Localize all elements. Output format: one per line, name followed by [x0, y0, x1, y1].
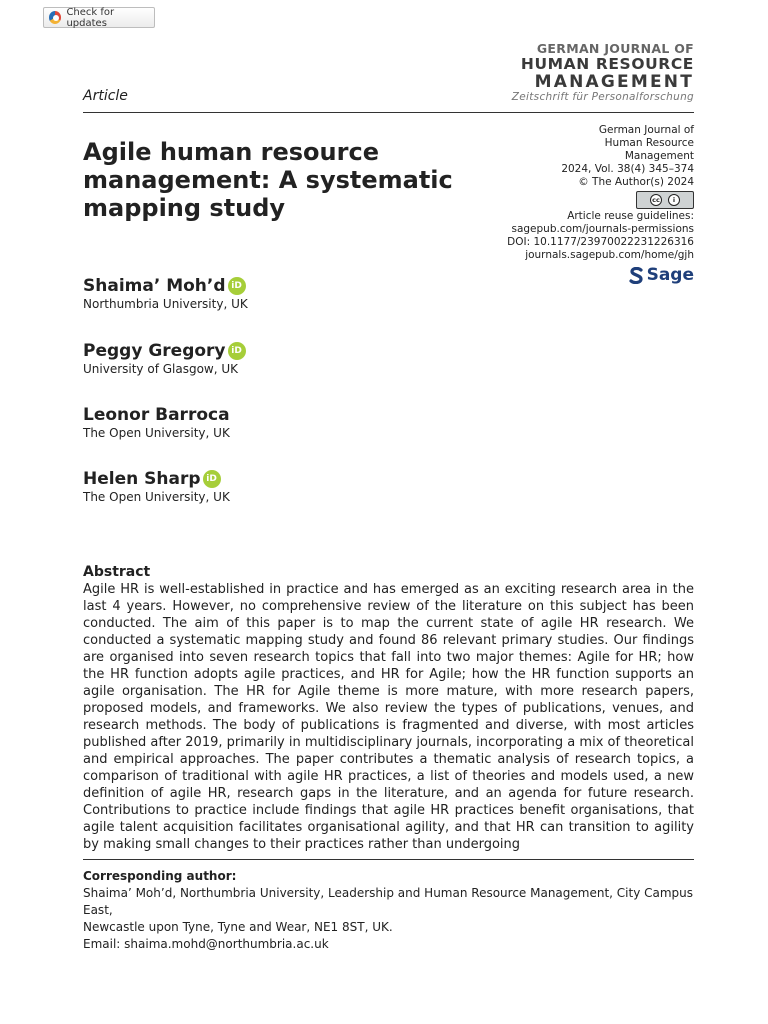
author-affiliation: University of Glasgow, UK	[83, 362, 239, 376]
meta-journal: German Journal of Human Resource Management	[598, 124, 694, 162]
journal-logo-line4: Zeitschrift für Personalforschung	[511, 91, 694, 103]
corresponding-author	[83, 868, 694, 953]
orcid-icon[interactable]: iD	[228, 342, 246, 360]
author-affiliation: The Open University, UK	[83, 426, 230, 440]
check-for-updates-label: Check for updates	[66, 6, 115, 29]
paper-title: Agile human resource management: A systematic mapping study	[83, 138, 453, 222]
sage-logo	[629, 267, 694, 284]
meta-reuse: Article reuse guidelines:	[567, 210, 694, 222]
cc-license-badge[interactable]	[636, 191, 694, 209]
meta-volume: 2024, Vol. 38(4) 345–374	[561, 163, 694, 175]
meta-copyright: © The Author(s) 2024	[578, 176, 694, 188]
abstract-section	[83, 564, 694, 853]
crossmark-icon	[49, 11, 61, 24]
abstract-heading: Abstract	[83, 564, 151, 580]
header-divider	[83, 112, 694, 113]
author-affiliation: Northumbria University, UK	[83, 297, 248, 311]
author-block	[83, 469, 230, 504]
article-type: Article	[83, 88, 128, 104]
sage-s-icon	[629, 267, 644, 284]
journal-logo-line2: HUMAN RESOURCE	[520, 55, 694, 73]
orcid-icon[interactable]: iD	[228, 277, 246, 295]
corresponding-author-line2: Newcastle upon Tyne, Tyne and Wear, NE1 8ST, UK.	[83, 920, 393, 934]
check-for-updates-button[interactable]	[43, 7, 155, 28]
author-name: Peggy Gregory	[83, 341, 226, 361]
author-name: Shaima’ Moh’d	[83, 276, 226, 296]
journal-logo	[512, 42, 694, 104]
author-block	[83, 276, 248, 311]
cc-icon: cc	[650, 194, 662, 206]
by-icon: i	[668, 194, 680, 206]
meta-reuse-url[interactable]: sagepub.com/journals-permissions	[511, 223, 694, 235]
footnote-divider	[83, 859, 694, 860]
corresponding-author-email[interactable]: Email: shaima.mohd@northumbria.ac.uk	[83, 937, 329, 951]
author-block	[83, 341, 246, 376]
author-name: Helen Sharp	[83, 469, 201, 489]
author-affiliation: The Open University, UK	[83, 490, 230, 504]
publication-meta	[454, 124, 694, 288]
meta-doi[interactable]: DOI: 10.1177/23970022231226316	[507, 236, 694, 248]
journal-logo-line3: MANAGEMENT	[534, 72, 694, 92]
sage-logo-text: Sage	[646, 265, 694, 285]
journal-logo-line1: GERMAN JOURNAL OF	[536, 41, 694, 56]
corresponding-author-line1: Shaima’ Moh’d, Northumbria University, Leadership and Human Resource Management, City Campus East,	[83, 886, 694, 917]
corresponding-author-label: Corresponding author:	[83, 869, 237, 883]
author-block	[83, 405, 230, 440]
abstract-text: Agile HR is well-established in practice and has emerged as an exciting research area in the last 4 years. However, no comprehensive review of the literature on this subject has been conducted. The aim of this paper is to map the current state of agile HR research. We conducted a systematic mapping study and found 86 relevant primary studies. Our findings are organised into seven research topics that fall into two major themes: Agile for HR; how the HR function adopts agile practices, and HR for Agile; how the HR function supports an agile organisation. The HR for Agile theme is more mature, with more research papers, proposed models, and frameworks. We also review the types of publications, venues, and research methods. The body of publications is fragmented and diverse, with most articles published after 2019, primarily in multidisciplinary journals, incorporating a mix of theoretical and empirical approaches. The paper contributes a thematic analysis of research topics, a comparison of traditional with agile HR practices, a list of theories and models used, a new definition of agile HR, research gaps in the literature, and an agenda for future research. Contributions to practice include findings that agile HR practices benefit organisations, that agile talent acquisition facilitates organisational agility, and that HR can transition to agility by making small changes to their practices rather than undergoing	[83, 582, 694, 852]
orcid-icon[interactable]: iD	[203, 470, 221, 488]
meta-journal-url[interactable]: journals.sagepub.com/home/gjh	[525, 249, 694, 261]
author-name: Leonor Barroca	[83, 405, 230, 425]
